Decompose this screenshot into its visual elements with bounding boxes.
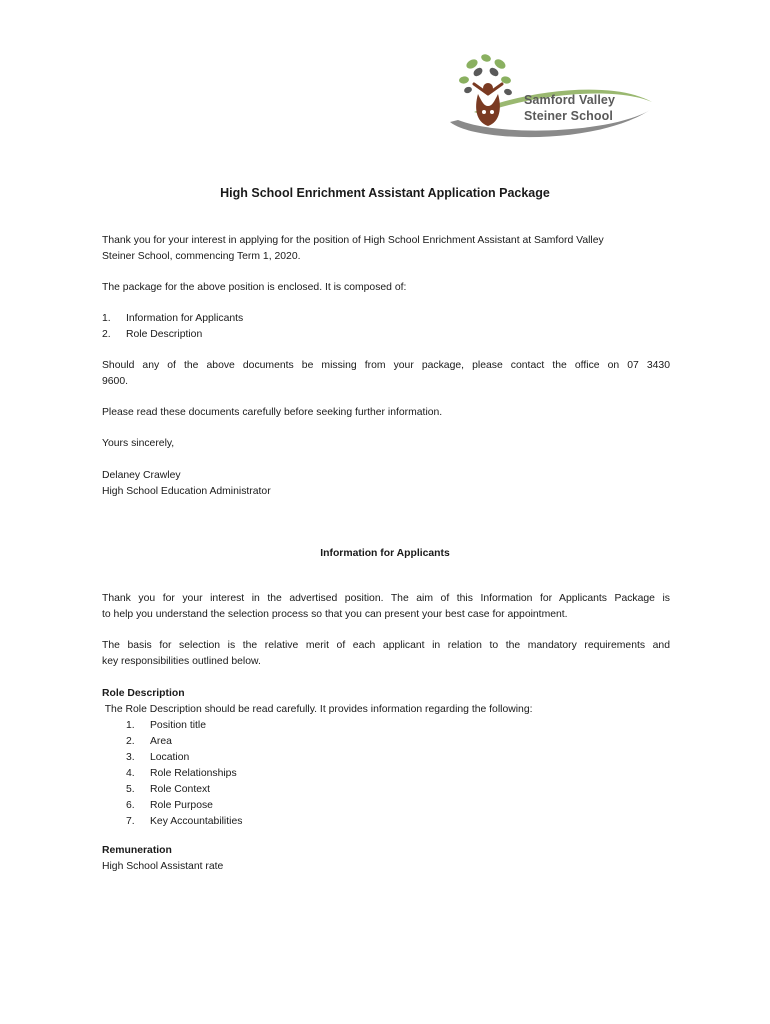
list-item	[126, 766, 242, 782]
list-item	[126, 718, 242, 734]
page-title: High School Enrichment Assistant Application Package	[220, 186, 550, 200]
list-label: Information for Applicants	[126, 313, 244, 324]
intro-line-2: Steiner School, commencing Term 1, 2020.	[102, 251, 301, 262]
list-label: Area	[150, 736, 172, 747]
intro-line-1: Thank you for your interest in applying for the position of High School Enrichment Assistant at Samford Valley	[102, 235, 604, 246]
missing-line-2: 9600.	[102, 376, 129, 387]
list-number: 1.	[102, 313, 111, 324]
list-item	[126, 814, 243, 830]
missing-line-1: Should any of the above documents be missing from your package, please contact the office on 07 3430	[102, 360, 670, 371]
list-item	[126, 750, 242, 766]
role-list	[126, 718, 243, 830]
logo-text-line1: Samford Valley	[524, 93, 616, 107]
list-label: Position title	[150, 720, 207, 731]
package-paragraph: The package for the above position is enclosed. It is composed of:	[102, 282, 407, 293]
list-number: 3.	[126, 752, 135, 763]
list-number: 2.	[102, 329, 111, 340]
closing-text: Yours sincerely,	[102, 438, 175, 449]
missing-paragraph	[102, 358, 670, 390]
remuneration-text: High School Assistant rate	[102, 861, 224, 872]
info-p2-line-2: key responsibilities outlined below.	[102, 656, 261, 667]
list-item	[126, 734, 242, 750]
list-number: 5.	[126, 784, 135, 795]
list-label: Role Context	[150, 784, 211, 795]
info-p1-line-1: Thank you for your interest in the advertised position. The aim of this Information for Applicants Package is	[102, 593, 670, 604]
info-paragraph-2	[102, 638, 670, 670]
list-label: Role Description	[126, 329, 203, 340]
school-logo	[444, 50, 656, 142]
remuneration-heading: Remuneration	[102, 845, 172, 856]
list-label: Role Purpose	[150, 800, 213, 811]
info-p2-line-1: The basis for selection is the relative merit of each applicant in relation to the mandatory requirements and	[102, 640, 670, 651]
enclosed-list	[102, 311, 244, 343]
list-number: 1.	[126, 720, 135, 731]
read-paragraph: Please read these documents carefully before seeking further information.	[102, 407, 443, 418]
info-p1-line-2: to help you understand the selection process so that you can present your best case for appointment.	[102, 609, 568, 620]
info-paragraph-1	[102, 591, 670, 623]
list-item	[126, 782, 242, 798]
intro-paragraph	[102, 233, 670, 265]
logo-text-line2: Steiner School	[524, 109, 613, 123]
list-label: Role Relationships	[150, 768, 237, 779]
list-label: Location	[150, 752, 190, 763]
signer-name: Delaney Crawley	[102, 470, 181, 481]
signature-block	[102, 468, 670, 500]
list-label: Key Accountabilities	[150, 816, 243, 827]
signer-title: High School Education Administrator	[102, 486, 271, 497]
list-number: 6.	[126, 800, 135, 811]
list-number: 7.	[126, 816, 135, 827]
list-item	[126, 798, 242, 814]
role-text: The Role Description should be read carefully. It provides information regarding the following:	[102, 704, 533, 715]
role-heading: Role Description	[102, 688, 185, 699]
list-item	[102, 311, 244, 327]
info-heading: Information for Applicants	[320, 548, 450, 559]
list-item	[102, 327, 243, 343]
list-number: 2.	[126, 736, 135, 747]
list-number: 4.	[126, 768, 135, 779]
